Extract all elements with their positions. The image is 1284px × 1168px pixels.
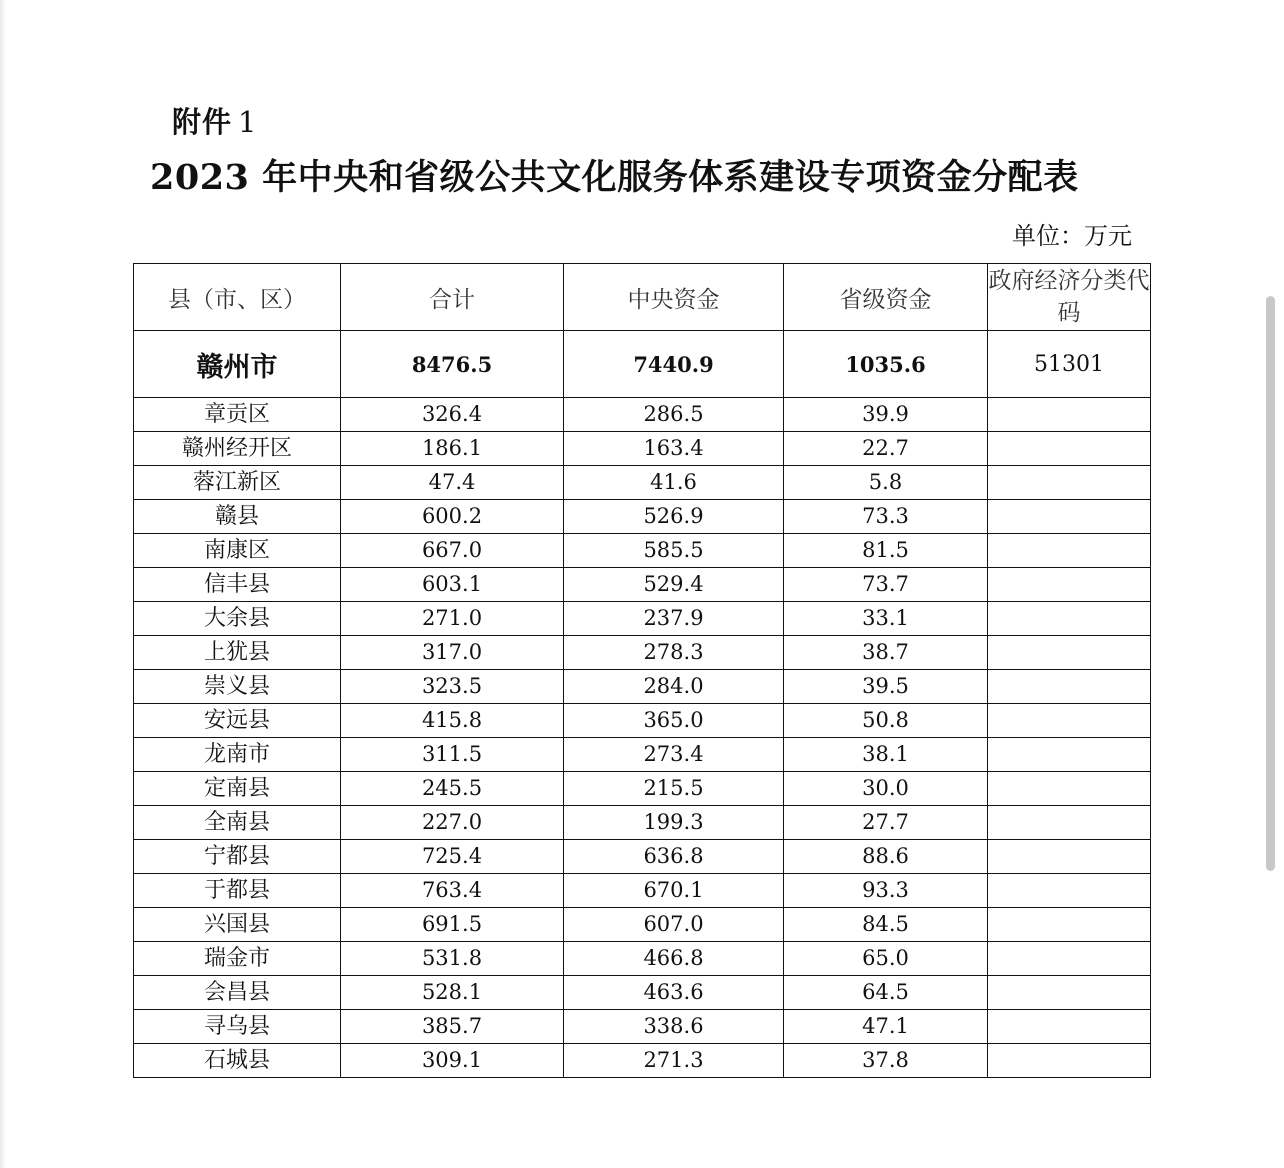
row-sum: 667.0 xyxy=(341,534,564,568)
row-sum: 271.0 xyxy=(341,602,564,636)
row-sum: 186.1 xyxy=(341,432,564,466)
row-code xyxy=(988,772,1151,806)
row-name: 南康区 xyxy=(134,534,341,568)
row-name: 崇义县 xyxy=(134,670,341,704)
row-central: 199.3 xyxy=(564,806,784,840)
row-name: 宁都县 xyxy=(134,840,341,874)
table-row xyxy=(134,432,1151,466)
row-name: 信丰县 xyxy=(134,568,341,602)
row-name: 安远县 xyxy=(134,704,341,738)
row-central: 585.5 xyxy=(564,534,784,568)
row-provincial: 38.1 xyxy=(784,738,988,772)
row-sum: 317.0 xyxy=(341,636,564,670)
table-row xyxy=(134,738,1151,772)
row-provincial: 93.3 xyxy=(784,874,988,908)
row-central: 636.8 xyxy=(564,840,784,874)
row-central: 526.9 xyxy=(564,500,784,534)
table-row xyxy=(134,398,1151,432)
row-code xyxy=(988,432,1151,466)
row-provincial: 30.0 xyxy=(784,772,988,806)
vertical-scrollbar[interactable] xyxy=(1266,296,1275,871)
row-name: 龙南市 xyxy=(134,738,341,772)
total-provincial: 1035.6 xyxy=(784,331,988,398)
header-central: 中央资金 xyxy=(564,264,784,331)
table-row xyxy=(134,1010,1151,1044)
row-central: 273.4 xyxy=(564,738,784,772)
row-code xyxy=(988,806,1151,840)
row-name: 石城县 xyxy=(134,1044,341,1078)
row-code xyxy=(988,534,1151,568)
row-name: 定南县 xyxy=(134,772,341,806)
row-name: 蓉江新区 xyxy=(134,466,341,500)
row-name: 于都县 xyxy=(134,874,341,908)
table-header-row xyxy=(134,264,1151,331)
attachment-text: 附件 xyxy=(172,105,233,139)
row-sum: 528.1 xyxy=(341,976,564,1010)
row-sum: 311.5 xyxy=(341,738,564,772)
header-sum: 合计 xyxy=(341,264,564,331)
row-sum: 415.8 xyxy=(341,704,564,738)
allocation-table xyxy=(133,263,1151,1078)
table-row xyxy=(134,840,1151,874)
attachment-label xyxy=(172,100,257,141)
row-name: 全南县 xyxy=(134,806,341,840)
total-row xyxy=(134,331,1151,398)
row-code xyxy=(988,670,1151,704)
total-central: 7440.9 xyxy=(564,331,784,398)
row-central: 278.3 xyxy=(564,636,784,670)
row-code xyxy=(988,704,1151,738)
row-sum: 600.2 xyxy=(341,500,564,534)
table-row xyxy=(134,602,1151,636)
header-code: 政府经济分类代码 xyxy=(988,264,1151,331)
row-code xyxy=(988,466,1151,500)
table-row xyxy=(134,772,1151,806)
row-sum: 227.0 xyxy=(341,806,564,840)
row-central: 284.0 xyxy=(564,670,784,704)
table-row xyxy=(134,942,1151,976)
row-provincial: 37.8 xyxy=(784,1044,988,1078)
total-sum: 8476.5 xyxy=(341,331,564,398)
table-row xyxy=(134,874,1151,908)
row-provincial: 73.7 xyxy=(784,568,988,602)
row-central: 670.1 xyxy=(564,874,784,908)
row-code xyxy=(988,1010,1151,1044)
table-row xyxy=(134,636,1151,670)
row-central: 463.6 xyxy=(564,976,784,1010)
row-name: 兴国县 xyxy=(134,908,341,942)
total-name: 赣州市 xyxy=(134,331,341,398)
table-row xyxy=(134,568,1151,602)
table-row xyxy=(134,704,1151,738)
row-code xyxy=(988,840,1151,874)
row-sum: 763.4 xyxy=(341,874,564,908)
attachment-number: 1 xyxy=(238,105,258,139)
row-provincial: 84.5 xyxy=(784,908,988,942)
row-provincial: 81.5 xyxy=(784,534,988,568)
row-provincial: 33.1 xyxy=(784,602,988,636)
row-provincial: 88.6 xyxy=(784,840,988,874)
row-name: 赣县 xyxy=(134,500,341,534)
row-central: 338.6 xyxy=(564,1010,784,1044)
row-central: 215.5 xyxy=(564,772,784,806)
page-left-edge xyxy=(0,0,6,1168)
row-central: 41.6 xyxy=(564,466,784,500)
total-code: 51301 xyxy=(988,331,1151,398)
row-sum: 309.1 xyxy=(341,1044,564,1078)
row-central: 607.0 xyxy=(564,908,784,942)
row-sum: 47.4 xyxy=(341,466,564,500)
row-provincial: 39.5 xyxy=(784,670,988,704)
row-name: 寻乌县 xyxy=(134,1010,341,1044)
row-provincial: 39.9 xyxy=(784,398,988,432)
table-row xyxy=(134,1044,1151,1078)
row-provincial: 22.7 xyxy=(784,432,988,466)
row-central: 466.8 xyxy=(564,942,784,976)
row-code xyxy=(988,942,1151,976)
table-row xyxy=(134,976,1151,1010)
row-code xyxy=(988,568,1151,602)
row-code xyxy=(988,908,1151,942)
row-name: 上犹县 xyxy=(134,636,341,670)
row-provincial: 50.8 xyxy=(784,704,988,738)
row-provincial: 73.3 xyxy=(784,500,988,534)
row-code xyxy=(988,602,1151,636)
row-central: 163.4 xyxy=(564,432,784,466)
table-row xyxy=(134,466,1151,500)
row-provincial: 38.7 xyxy=(784,636,988,670)
header-county: 县（市、区） xyxy=(134,264,341,331)
row-name: 赣州经开区 xyxy=(134,432,341,466)
unit-label: 单位：万元 xyxy=(1012,222,1132,250)
row-sum: 725.4 xyxy=(341,840,564,874)
row-central: 529.4 xyxy=(564,568,784,602)
row-name: 大余县 xyxy=(134,602,341,636)
row-name: 章贡区 xyxy=(134,398,341,432)
row-sum: 603.1 xyxy=(341,568,564,602)
row-code xyxy=(988,1044,1151,1078)
table-row xyxy=(134,534,1151,568)
row-code xyxy=(988,500,1151,534)
table-row xyxy=(134,670,1151,704)
row-provincial: 47.1 xyxy=(784,1010,988,1044)
row-sum: 385.7 xyxy=(341,1010,564,1044)
row-name: 会昌县 xyxy=(134,976,341,1010)
row-sum: 323.5 xyxy=(341,670,564,704)
row-code xyxy=(988,738,1151,772)
row-central: 237.9 xyxy=(564,602,784,636)
row-provincial: 64.5 xyxy=(784,976,988,1010)
row-sum: 326.4 xyxy=(341,398,564,432)
header-provincial: 省级资金 xyxy=(784,264,988,331)
row-central: 365.0 xyxy=(564,704,784,738)
row-central: 286.5 xyxy=(564,398,784,432)
row-sum: 245.5 xyxy=(341,772,564,806)
row-provincial: 27.7 xyxy=(784,806,988,840)
table-row xyxy=(134,806,1151,840)
row-central: 271.3 xyxy=(564,1044,784,1078)
row-code xyxy=(988,874,1151,908)
row-name: 瑞金市 xyxy=(134,942,341,976)
row-provincial: 65.0 xyxy=(784,942,988,976)
document-title: 2023 年中央和省级公共文化服务体系建设专项资金分配表 xyxy=(150,157,1079,198)
row-code xyxy=(988,976,1151,1010)
table-row xyxy=(134,908,1151,942)
row-provincial: 5.8 xyxy=(784,466,988,500)
row-sum: 691.5 xyxy=(341,908,564,942)
row-code xyxy=(988,636,1151,670)
row-code xyxy=(988,398,1151,432)
table-row xyxy=(134,500,1151,534)
row-sum: 531.8 xyxy=(341,942,564,976)
